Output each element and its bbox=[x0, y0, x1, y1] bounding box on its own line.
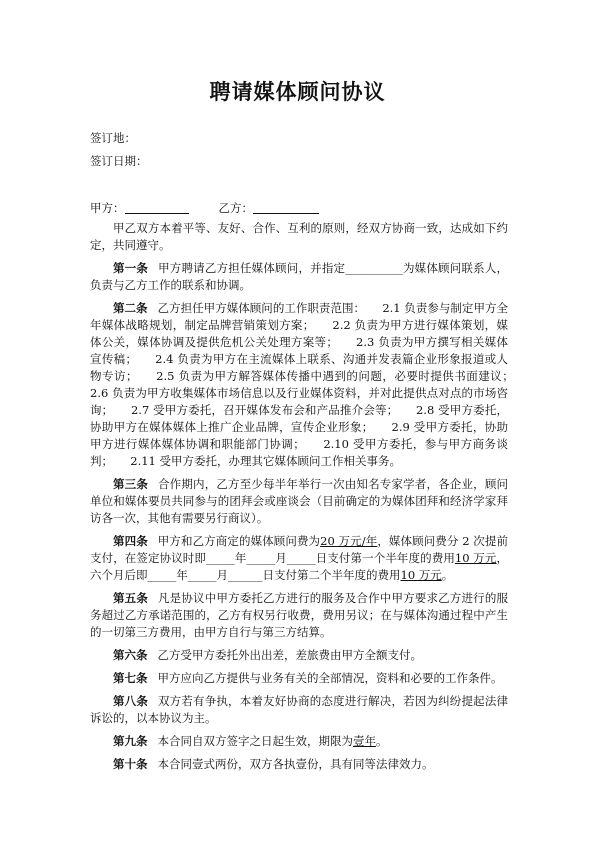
party-b-blank bbox=[253, 201, 319, 214]
article-label: 第十条 bbox=[113, 757, 148, 771]
article-2: 第二条 乙方担任甲方媒体顾问的工作职责范围： 2.1 负责参与制定甲方全年媒体战略规划，制定品牌营销策划方案； 2.2 负责为甲方进行媒体策划，媒体公关，媒体协调及提供危机公关处理方案等； 2.3 负责为甲方撰写相关媒体宣传稿； 2.4 负责为甲方在主流媒体上联系、沟通并发表篇企业形象报道或人物专访； 2.5 负责为甲方解答媒体传播中遇到的问题，必要时提供书面建议； 2.6 负责为甲方收集媒体市场信息以及行业媒体资料，并对此提供点对点的市场咨询； 2.7 受甲方委托，召开媒体发布会和产品推介会等； 2.8 受甲方委托，协助甲方在媒体媒体上推广企业品牌，宣传企业形象； 2.9 受甲方委托，协助甲方进行媒体媒体协调和职能部门协调； 2.10 受甲方委托，参与甲方商务谈判； 2.11 受甲方委托，办理其它媒体顾问工作相关事务。 bbox=[90, 301, 531, 468]
article-5: 第五条 凡是协议中甲方委托乙方进行的服务及合作中甲方要求乙方进行的服务超过乙方承诺范围的，乙方有权另行收费，费用另议；在与媒体沟通过程中产生的一切第三方费用，由甲方自行与第三方结算。 bbox=[90, 591, 508, 639]
parties-line bbox=[90, 200, 319, 216]
article-label: 第九条 bbox=[113, 734, 148, 748]
signing-date: 签订日期： bbox=[90, 154, 148, 168]
article-label: 第五条 bbox=[113, 591, 149, 605]
contact-blank: __________ bbox=[345, 261, 403, 275]
article-10: 第十条 本合同壹式两份，双方各执壹份，具有同等法律效力。 bbox=[113, 757, 434, 771]
annual-fee: 20 万元/年 bbox=[320, 534, 378, 548]
article-label: 第二条 bbox=[113, 301, 148, 315]
article-4: 第四条 甲方和乙方商定的媒体顾问费为20 万元/年，媒体顾问费分 2 次提前支付，在签定协议时即_____年_____月_____日支付第一个半年度的费用10 万元，六个月后即_____年_____月______日支付第二个半年度的费用10 万元。 bbox=[90, 534, 509, 582]
article-label: 第七条 bbox=[113, 671, 148, 685]
article-label: 第八条 bbox=[113, 694, 149, 708]
article-9: 第九条 本合同自双方签字之日起生效，期限为壹年。 bbox=[113, 734, 388, 748]
party-a-label: 甲方： bbox=[90, 201, 125, 215]
article-label: 第三条 bbox=[113, 477, 149, 491]
article-label: 第一条 bbox=[113, 261, 149, 275]
first-payment: 10 万元 bbox=[454, 551, 497, 565]
party-a-blank bbox=[125, 201, 189, 214]
document-title: 聘请媒体顾问协议 bbox=[209, 79, 386, 104]
term-length: 壹年 bbox=[353, 734, 376, 748]
article-3: 第三条 合作期内，乙方至少每半年举行一次由知名专家学者，各企业，顾问单位和媒体要员共同参与的团拜会或座谈会（目前确定的为媒体团拜和经济学家拜访各一次，其他有需要另行商议）。 bbox=[90, 477, 508, 525]
article-7: 第七条 甲方应向乙方提供与业务有关的全部情况，资料和必要的工作条件。 bbox=[113, 671, 503, 685]
second-payment: 10 万元 bbox=[400, 568, 442, 582]
agreement-body bbox=[90, 220, 531, 779]
signing-place: 签订地： bbox=[90, 131, 136, 145]
intro-paragraph: 甲乙双方本着平等、友好、合作、互利的原则，经双方协商一致，达成如下约定，共同遵守。 bbox=[90, 221, 508, 252]
article-label: 第四条 bbox=[113, 534, 148, 548]
article-8: 第八条 双方若有争执，本着友好协商的态度进行解决，若因为纠纷提起法律诉讼的，以本协议为主。 bbox=[90, 694, 508, 725]
party-b-label: 乙方： bbox=[218, 201, 253, 215]
article-label: 第六条 bbox=[113, 648, 148, 662]
article-6: 第六条 乙方受甲方委托外出出差，差旅费由甲方全额支付。 bbox=[113, 648, 422, 662]
article-1: 第一条 甲方聘请乙方担任媒体顾问，并指定__________为媒体顾问联系人，负责与乙方工作的联系和协调。 bbox=[90, 261, 509, 292]
